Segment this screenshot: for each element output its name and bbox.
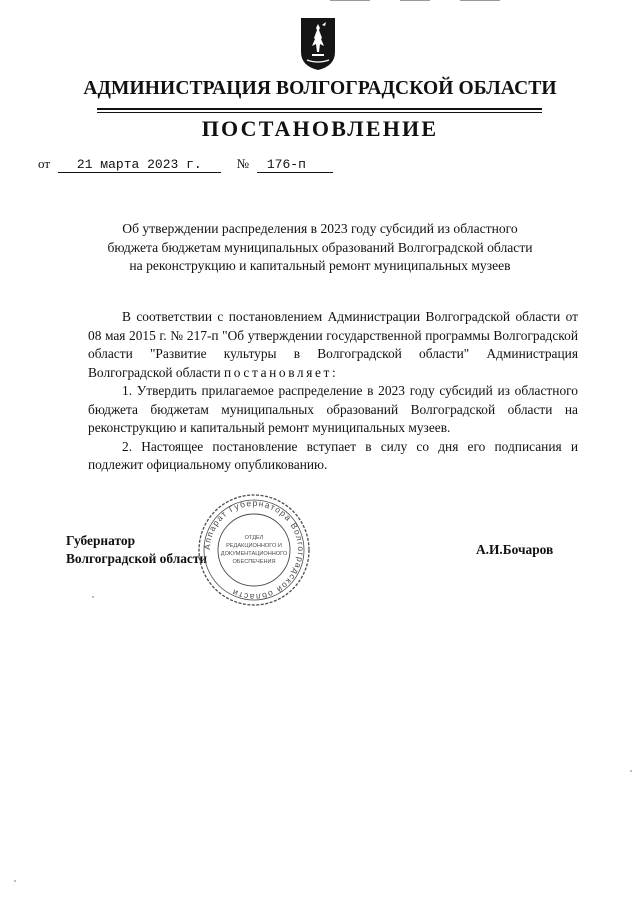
volgograd-coat-of-arms-icon xyxy=(299,16,337,72)
body-paragraph-item-1: 1. Утвердить прилагаемое распределение в 2023 году субсидий из областного бюджета бюджетам муниципальных образований Волгоградской области на реконструкцию и капитальный ремонт муниципальных музеев. xyxy=(88,383,578,435)
subject-line: на реконструкцию и капитальный ремонт муниципальных музеев xyxy=(129,258,511,273)
document-body xyxy=(88,308,578,475)
stamp-inner-line: РЕДАКЦИОННОГО И xyxy=(226,543,282,549)
header-rule-thick xyxy=(97,108,542,110)
signatory-title-line: Волгоградской области xyxy=(66,550,208,566)
signatory-name: А.И.Бочаров xyxy=(476,542,554,557)
body-paragraph-preamble xyxy=(88,308,578,382)
scan-speck xyxy=(630,770,632,772)
date-number-line xyxy=(38,156,333,173)
document-type-title: ПОСТАНОВЛЕНИЕ xyxy=(201,116,439,141)
decree-word: постановляет: xyxy=(224,364,339,380)
official-stamp xyxy=(196,492,312,608)
document-number: 176-п xyxy=(257,157,333,173)
number-prefix: № xyxy=(236,156,250,171)
organization-name: АДМИНИСТРАЦИЯ ВОЛГОГРАДСКОЙ ОБЛАСТИ xyxy=(83,78,557,99)
stamp-inner-line: ОТДЕЛ xyxy=(244,535,264,541)
scan-edge-marks xyxy=(330,0,510,3)
document-date: 21 марта 2023 г. xyxy=(58,157,221,173)
stamp-inner-line: ДОКУМЕНТАЦИОННОГО xyxy=(220,551,288,557)
scan-speck xyxy=(14,880,16,882)
preamble-text: В соответствии с постановлением Администрации Волгоградской области от 08 мая 2015 г. № 217-п "Об утверждении государственной программы Волгоградской области "Развитие культуры в Волгоградской области" Администрация Волгоградской области xyxy=(88,309,578,380)
signatory-title-line: Губернатор xyxy=(66,533,136,548)
date-prefix: от xyxy=(38,156,51,171)
stamp-outer-text: Аппарат Губернатора Волгоградской области xyxy=(201,497,307,603)
signatory-title xyxy=(66,532,207,567)
document-subject xyxy=(80,220,560,276)
header-rule-thin xyxy=(97,112,542,113)
subject-line: Об утверждении распределения в 2023 году субсидий из областного xyxy=(122,221,518,236)
stamp-inner-line: ОБЕСПЕЧЕНИЯ xyxy=(232,559,276,565)
subject-line: бюджета бюджетам муниципальных образований Волгоградской области xyxy=(107,239,533,255)
body-paragraph-item-2: 2. Настоящее постановление вступает в силу со дня его подписания и подлежит официальному опубликованию. xyxy=(88,438,578,472)
scan-speck xyxy=(92,596,94,598)
